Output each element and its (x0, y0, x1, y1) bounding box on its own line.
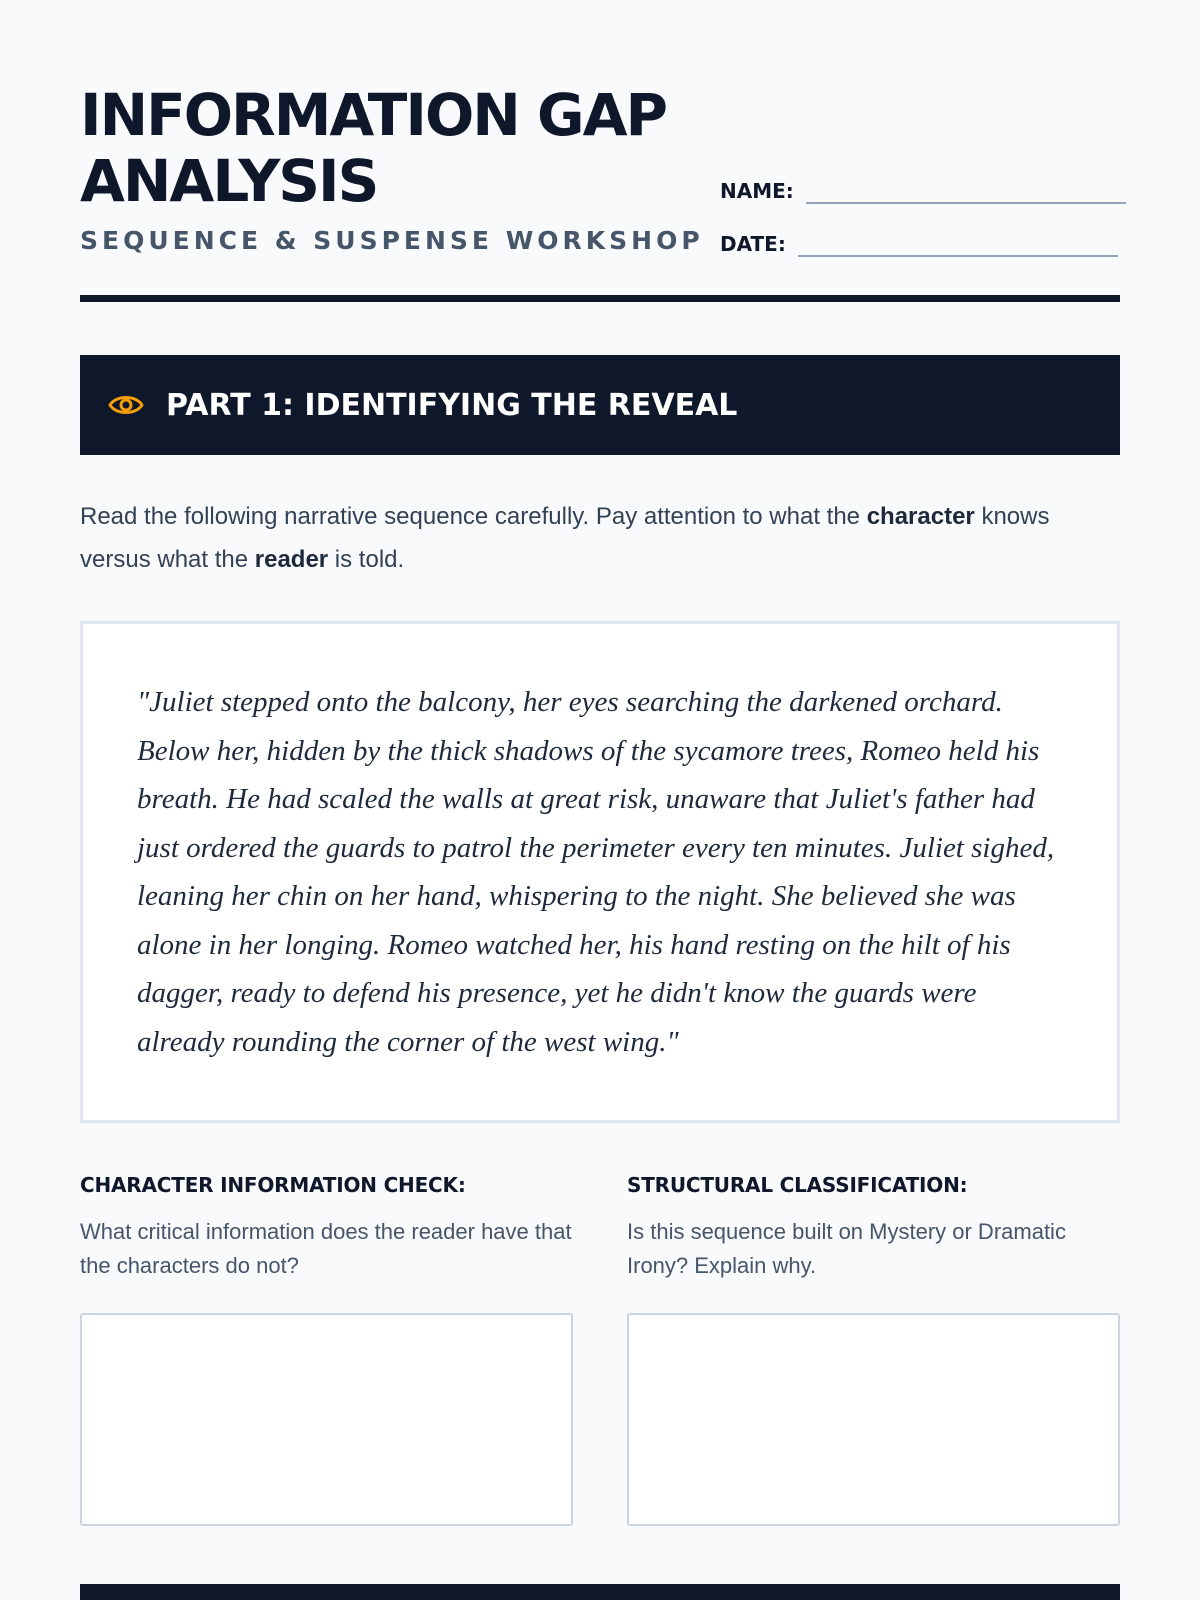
section-header-part1 (80, 355, 1120, 455)
page-subtitle: SEQUENCE & SUSPENSE WORKSHOP (80, 226, 704, 255)
question-prompt: Is this sequence built on Mystery or Dramatic Irony? Explain why. (627, 1219, 1066, 1278)
instructions-part: is told. (328, 546, 405, 573)
instructions-part: Read the following narrative sequence carefully. Pay attention to what the (80, 503, 867, 530)
answer-box[interactable] (627, 1313, 1120, 1526)
question-prompt: What critical information does the reader have that the characters do not? (80, 1219, 572, 1278)
date-label: DATE: (720, 232, 786, 256)
section-header-part2 (80, 1584, 1120, 1600)
instructions-text (80, 495, 1120, 581)
instructions-emphasis-reader: reader (254, 546, 329, 573)
narrative-passage-box (80, 621, 1120, 1123)
questions-row (80, 1173, 1120, 1526)
page-title: INFORMATION GAP ANALYSIS (80, 81, 666, 215)
question-character-info (80, 1173, 573, 1526)
name-label: NAME: (720, 179, 794, 203)
section-title: PART 1: IDENTIFYING THE REVEAL (166, 387, 738, 423)
name-field[interactable] (806, 178, 1126, 204)
question-label: STRUCTURAL CLASSIFICATION: (627, 1173, 968, 1197)
worksheet-header (80, 0, 1120, 302)
question-label: CHARACTER INFORMATION CHECK: (80, 1173, 466, 1197)
eye-icon (108, 391, 144, 419)
instructions-part: knows versus what the (80, 503, 1050, 573)
name-field-row (720, 178, 1126, 204)
narrative-passage: "Juliet stepped onto the balcony, her eyes searching the darkened orchard. Below her, hidden by the thick shadows of the sycamore trees, Romeo held his breath. He had scaled the walls at great risk, unaware that Juliet's father had just ordered the guards to patrol the perimeter every ten minutes. Juliet sighed, leaning her chin on her hand, whispering to the night. She believed she was alone in her longing. Romeo watched her, his hand resting on the hilt of his dagger, ready to defend his presence, yet he didn't know the guards were already rounding the corner of the west wing." (137, 686, 1055, 1058)
answer-box[interactable] (80, 1313, 573, 1526)
instructions-emphasis-character: character (866, 503, 975, 530)
date-field[interactable] (798, 231, 1118, 257)
date-field-row (720, 231, 1118, 257)
question-structural-classification (627, 1173, 1120, 1526)
